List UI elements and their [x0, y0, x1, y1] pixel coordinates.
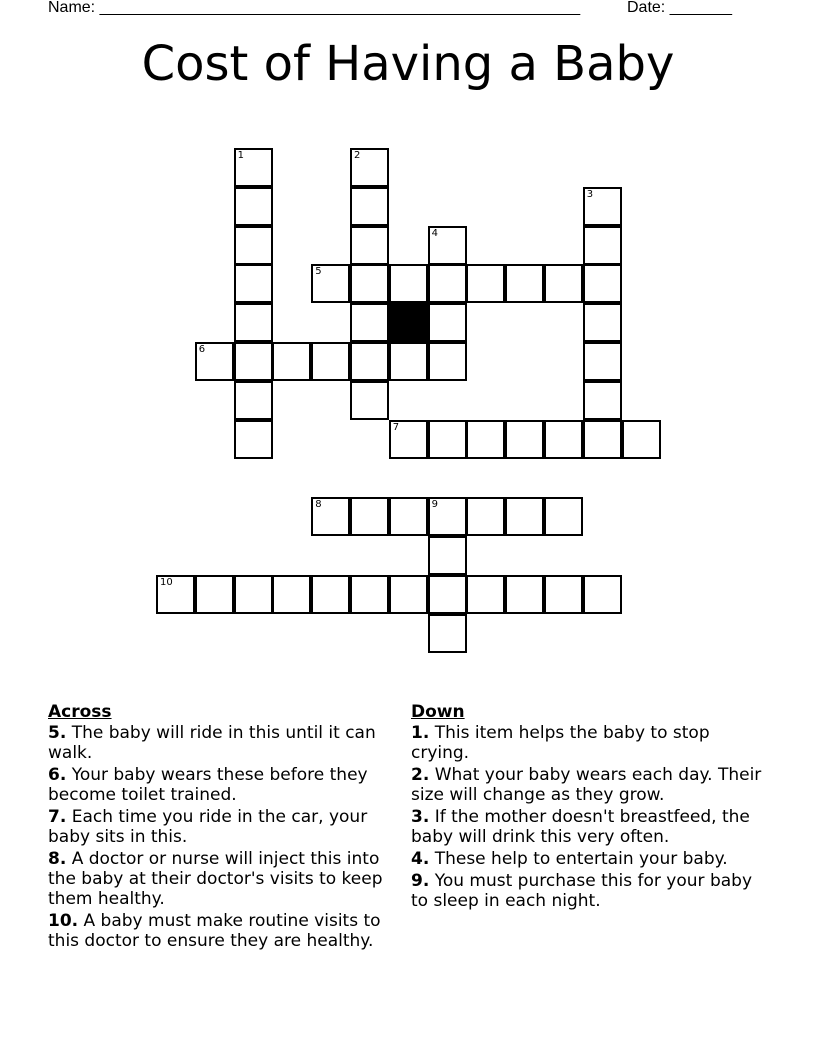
crossword-cell[interactable]	[428, 342, 467, 381]
crossword-cell[interactable]	[156, 575, 195, 614]
clue-number: 1.	[411, 723, 430, 743]
crossword-cell[interactable]	[389, 575, 428, 614]
crossword-cell[interactable]	[583, 381, 622, 420]
crossword-cell[interactable]	[544, 264, 583, 303]
crossword-cell[interactable]	[311, 575, 350, 614]
clue-number-label: 1	[237, 150, 244, 161]
clue-text: You must purchase this for your baby to sleep in each night.	[411, 871, 752, 911]
clue-number: 10.	[48, 911, 79, 931]
crossword-cell[interactable]	[350, 303, 389, 342]
crossword-cell[interactable]	[428, 303, 467, 342]
clue-text: The baby will ride in this until it can walk.	[48, 723, 376, 763]
crossword-cell[interactable]	[234, 381, 273, 420]
crossword-cell[interactable]	[350, 342, 389, 381]
crossword-cell[interactable]	[234, 575, 273, 614]
crossword-cell[interactable]	[272, 342, 311, 381]
across-clue	[48, 849, 400, 909]
crossword-cell[interactable]	[234, 264, 273, 303]
page-title: Cost of Having a Baby	[141, 36, 675, 92]
crossword-cell[interactable]	[350, 497, 389, 536]
crossword-cell[interactable]	[350, 264, 389, 303]
crossword-cell[interactable]	[389, 497, 428, 536]
across-clue	[48, 911, 400, 951]
black-square	[389, 303, 428, 342]
crossword-cell[interactable]	[389, 420, 428, 459]
crossword-cell[interactable]	[544, 575, 583, 614]
crossword-cell[interactable]	[389, 264, 428, 303]
crossword-cell[interactable]	[505, 497, 544, 536]
clue-text: What your baby wears each day. Their size will change as they grow.	[411, 765, 762, 805]
crossword-cell[interactable]	[311, 342, 350, 381]
clue-number-label: 9	[431, 499, 438, 511]
clue-number: 4.	[411, 849, 430, 869]
down-clue	[411, 871, 763, 911]
clue-number: 2.	[411, 765, 430, 785]
crossword-cell[interactable]	[505, 420, 544, 459]
clue-text: A baby must make routine visits to this doctor to ensure they are healthy.	[48, 911, 381, 951]
down-clue	[411, 807, 763, 847]
date-field: Date: _______	[627, 0, 732, 16]
crossword-cell[interactable]	[428, 536, 467, 575]
clue-number-label: 3	[586, 188, 594, 200]
crossword-cell[interactable]	[428, 420, 467, 459]
across-clue	[48, 765, 400, 805]
crossword-cell[interactable]	[311, 497, 350, 536]
crossword-cell[interactable]	[234, 342, 273, 381]
crossword-cell[interactable]	[428, 497, 467, 536]
crossword-cell[interactable]	[195, 575, 234, 614]
crossword-cell[interactable]	[428, 575, 467, 614]
across-clue	[48, 723, 400, 763]
crossword-cell[interactable]	[466, 497, 505, 536]
crossword-cell[interactable]	[583, 226, 622, 265]
crossword-cell[interactable]	[505, 264, 544, 303]
clue-number: 8.	[48, 849, 67, 869]
crossword-cell[interactable]	[428, 614, 467, 653]
crossword-cell[interactable]	[505, 575, 544, 614]
crossword-cell[interactable]	[583, 303, 622, 342]
crossword-cell[interactable]	[466, 264, 505, 303]
clue-number-label: 6	[198, 344, 206, 355]
clue-text: Your baby wears these before they become toilet trained.	[48, 765, 368, 805]
clue-text: If the mother doesn't breastfeed, the baby will drink this very often.	[411, 807, 750, 847]
down-clue	[411, 849, 763, 869]
clue-number: 6.	[48, 765, 67, 785]
down-clue	[411, 723, 763, 763]
clue-number: 7.	[48, 807, 67, 827]
crossword-cell[interactable]	[350, 381, 389, 420]
crossword-cell[interactable]	[583, 342, 622, 381]
crossword-cell[interactable]	[544, 497, 583, 536]
clue-number-label: 10	[160, 576, 173, 588]
crossword-cell[interactable]	[234, 187, 273, 226]
crossword-cell[interactable]	[389, 342, 428, 381]
clue-text: A doctor or nurse will inject this into the baby at their doctor's visits to keep them healthy.	[48, 849, 383, 909]
across-clues	[48, 702, 400, 953]
crossword-cell[interactable]	[466, 575, 505, 614]
crossword-cell[interactable]	[583, 187, 622, 226]
crossword-cell[interactable]	[234, 303, 273, 342]
crossword-cell[interactable]	[544, 420, 583, 459]
name-field: Name: ______________________________________________________	[48, 0, 581, 16]
crossword-cell[interactable]	[350, 187, 389, 226]
crossword-cell[interactable]	[234, 148, 273, 187]
clue-number-label: 2	[354, 150, 361, 161]
crossword-cell[interactable]	[583, 575, 622, 614]
clue-text: This item helps the baby to stop crying.	[411, 723, 710, 763]
down-clue	[411, 765, 763, 805]
crossword-cell[interactable]	[272, 575, 311, 614]
clue-number-label: 4	[431, 227, 438, 239]
clue-number: 9.	[411, 871, 430, 891]
crossword-cell[interactable]	[350, 575, 389, 614]
clue-number-label: 8	[315, 499, 322, 511]
clue-text: These help to entertain your baby.	[429, 849, 728, 869]
crossword-cell[interactable]	[428, 226, 467, 265]
crossword-cell[interactable]	[195, 342, 234, 381]
crossword-cell[interactable]	[350, 148, 389, 187]
crossword-cell[interactable]	[583, 420, 622, 459]
down-clues	[411, 702, 763, 913]
clue-text: Each time you ride in the car, your baby sits in this.	[48, 807, 368, 847]
down-heading: Down	[411, 702, 465, 722]
crossword-cell[interactable]	[311, 264, 350, 303]
crossword-cell[interactable]	[583, 264, 622, 303]
crossword-cell[interactable]	[428, 264, 467, 303]
clue-number: 5.	[48, 723, 67, 743]
crossword-cell[interactable]	[350, 226, 389, 265]
clue-number: 3.	[411, 807, 430, 827]
clue-number-label: 5	[315, 266, 322, 278]
crossword-cell[interactable]	[622, 420, 661, 459]
crossword-cell[interactable]	[466, 420, 505, 459]
clue-number-label: 7	[392, 421, 400, 433]
across-clue	[48, 807, 400, 847]
across-heading: Across	[48, 702, 112, 722]
crossword-cell[interactable]	[234, 420, 273, 459]
crossword-cell[interactable]	[234, 226, 273, 265]
